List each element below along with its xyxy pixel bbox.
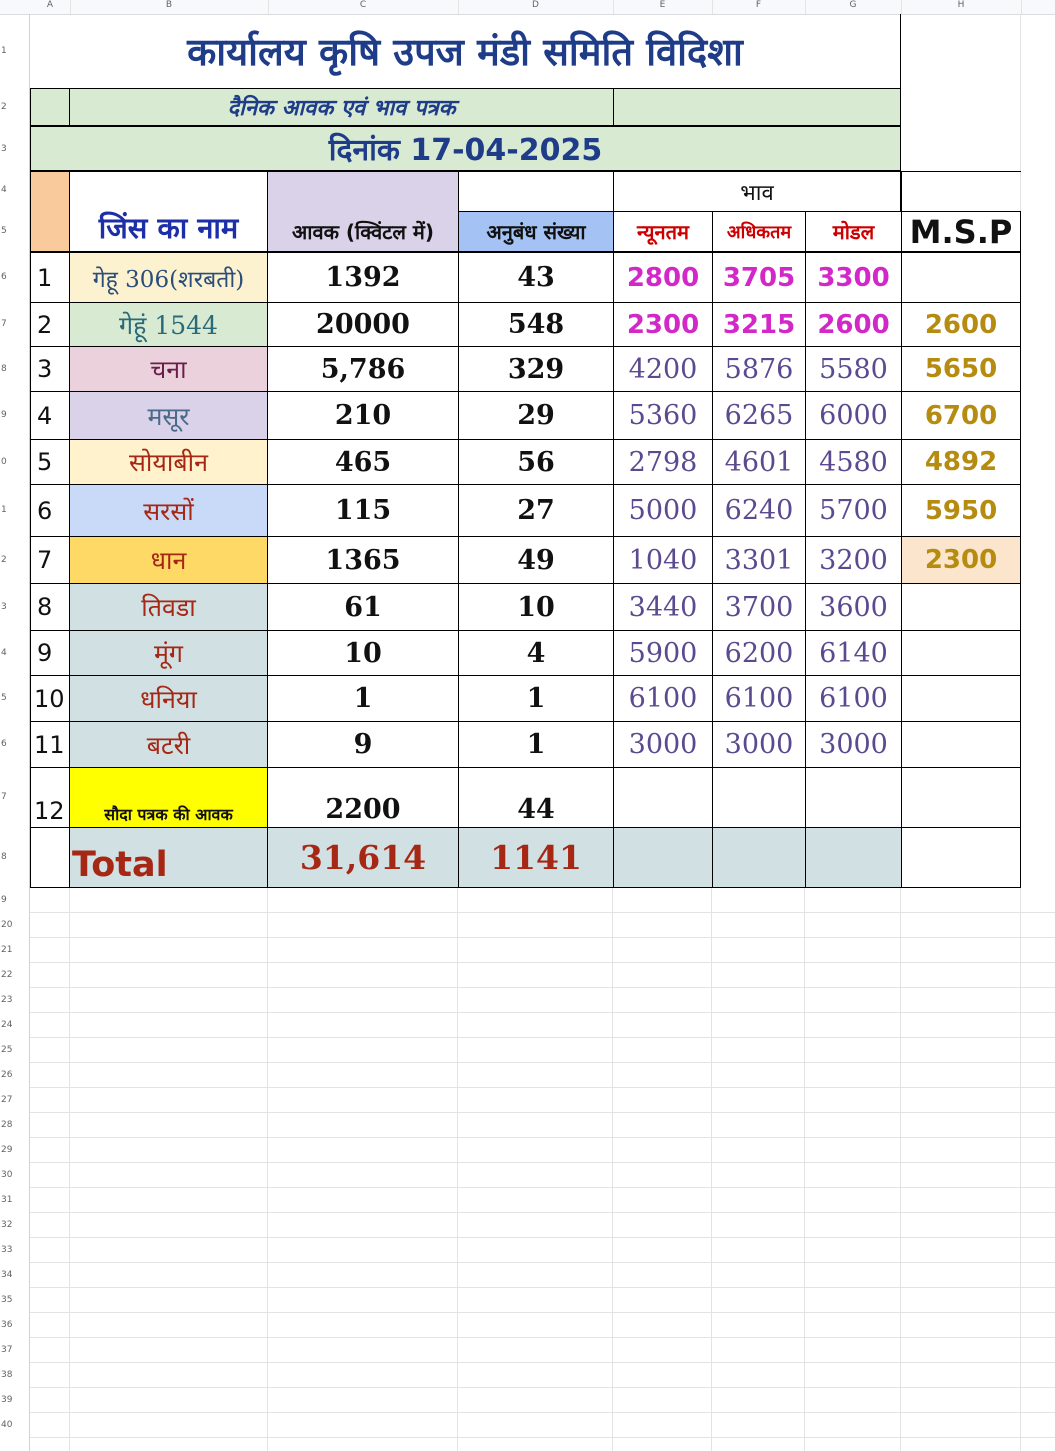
- crop-name: चना: [150, 355, 187, 384]
- contracts-cell[interactable]: 44: [458, 767, 614, 828]
- header-arrival: आवक (क्विंटल में): [292, 220, 434, 244]
- total-contracts-cell[interactable]: [458, 827, 614, 888]
- crop-name-cell[interactable]: [69, 484, 268, 537]
- column-header-d[interactable]: D: [458, 0, 614, 14]
- row-number[interactable]: 7: [1, 319, 7, 329]
- total-arrival: 31,614: [299, 838, 427, 877]
- column-header-g[interactable]: G: [805, 0, 902, 14]
- modal-price-cell[interactable]: 5580: [805, 346, 902, 392]
- max-price-cell[interactable]: [712, 767, 806, 828]
- sheet-title-cell[interactable]: [30, 14, 901, 88]
- arrival-cell[interactable]: 1392: [267, 252, 459, 303]
- min-price-cell[interactable]: 5360: [613, 391, 713, 440]
- row-number[interactable]: 9: [1, 894, 7, 905]
- row-number[interactable]: 6: [1, 272, 7, 282]
- arrival-cell[interactable]: 20000: [267, 302, 459, 347]
- row-number[interactable]: 21: [1, 944, 13, 955]
- msp-cell[interactable]: [901, 767, 1021, 828]
- header-arrival-cell[interactable]: [267, 171, 459, 252]
- crop-name: गेहू 306(शरबती): [92, 266, 245, 293]
- min-price-cell[interactable]: [613, 767, 713, 828]
- msp-cell[interactable]: 4892: [901, 439, 1021, 485]
- row-number[interactable]: 5: [1, 225, 7, 236]
- row-number[interactable]: 5: [1, 693, 7, 703]
- row-number[interactable]: 9: [1, 410, 7, 420]
- row-number[interactable]: 20: [1, 919, 13, 930]
- row-number[interactable]: 29: [1, 1144, 13, 1155]
- min-price-cell[interactable]: 3440: [613, 583, 713, 631]
- header-contracts: अनुबंध संख्या: [486, 220, 586, 244]
- header-modal: मोडल: [832, 220, 875, 244]
- max-price-cell[interactable]: 4601: [712, 439, 806, 485]
- min-price-cell[interactable]: 2300: [613, 302, 713, 347]
- modal-price-cell[interactable]: 5700: [805, 484, 902, 537]
- column-header-bar: [0, 0, 1055, 15]
- modal-price-cell[interactable]: [805, 767, 902, 828]
- row-number[interactable]: 1: [1, 46, 7, 56]
- msp-cell[interactable]: [901, 252, 1021, 303]
- row-number[interactable]: 22: [1, 969, 13, 980]
- row-index[interactable]: 5: [30, 439, 70, 485]
- max-price-cell[interactable]: 6100: [712, 675, 806, 722]
- row-number[interactable]: 1: [1, 505, 7, 515]
- crop-name-cell[interactable]: [69, 439, 268, 485]
- header-max: अधिकतम: [726, 221, 792, 243]
- min-price-cell[interactable]: 1040: [613, 536, 713, 584]
- total-contracts: 1141: [490, 838, 582, 877]
- crop-name: सौदा पत्रक की आवक: [104, 805, 233, 824]
- arrival-cell[interactable]: 210: [267, 391, 459, 440]
- row-index[interactable]: 6: [30, 484, 70, 537]
- modal-price-cell[interactable]: 2600: [805, 302, 902, 347]
- crop-name: धान: [150, 546, 187, 575]
- row-number[interactable]: 4: [1, 185, 7, 195]
- msp-cell[interactable]: [901, 675, 1021, 722]
- crop-name-cell[interactable]: [69, 391, 268, 440]
- min-price-cell[interactable]: 4200: [613, 346, 713, 392]
- max-price-cell[interactable]: 5876: [712, 346, 806, 392]
- total-max-cell[interactable]: [712, 827, 806, 888]
- msp-cell[interactable]: 2600: [901, 302, 1021, 347]
- row-number[interactable]: 40: [1, 1419, 13, 1430]
- row-index[interactable]: 9: [30, 630, 70, 676]
- row-index[interactable]: 7: [30, 536, 70, 584]
- row-number[interactable]: 28: [1, 1119, 13, 1130]
- row-number[interactable]: 23: [1, 994, 13, 1005]
- crop-name: सरसों: [143, 496, 194, 526]
- row-index[interactable]: 10: [30, 675, 70, 722]
- crop-name-cell[interactable]: [69, 675, 268, 722]
- crop-name: गेहूं 1544: [119, 310, 218, 340]
- min-price-cell[interactable]: 6100: [613, 675, 713, 722]
- subtitle-left-cell[interactable]: [30, 88, 70, 126]
- contracts-cell[interactable]: 29: [458, 391, 614, 440]
- crop-name-cell[interactable]: [69, 721, 268, 768]
- crop-name-cell[interactable]: [69, 767, 268, 828]
- arrival-cell[interactable]: 61: [267, 583, 459, 631]
- header-msp-cell[interactable]: [901, 211, 1021, 252]
- row-number[interactable]: 25: [1, 1044, 13, 1055]
- crop-name-cell[interactable]: [69, 302, 268, 347]
- msp-cell[interactable]: 6700: [901, 391, 1021, 440]
- row-number[interactable]: 0: [1, 456, 7, 467]
- sheet-title: कार्यालय कृषि उपज मंडी समिति विदिशा: [187, 30, 743, 74]
- crop-name-cell[interactable]: [69, 346, 268, 392]
- msp-cell[interactable]: 5650: [901, 346, 1021, 392]
- row-number[interactable]: 2: [1, 554, 7, 565]
- column-header-a[interactable]: A: [30, 0, 71, 14]
- row-number[interactable]: 31: [1, 1194, 13, 1205]
- header-a-cell[interactable]: [30, 171, 70, 252]
- arrival-cell[interactable]: 2200: [267, 767, 459, 828]
- subtitle-right-cell[interactable]: [613, 88, 901, 126]
- min-price-cell[interactable]: 3000: [613, 721, 713, 768]
- report-date: दिनांक 17-04-2025: [328, 133, 603, 168]
- msp-cell[interactable]: 2300: [901, 536, 1021, 584]
- total-arrival-cell[interactable]: [267, 827, 459, 888]
- max-price-cell[interactable]: 3705: [712, 252, 806, 303]
- total-label: Total: [72, 845, 168, 885]
- row-number[interactable]: 34: [1, 1269, 13, 1280]
- row-number[interactable]: 6: [1, 739, 7, 749]
- column-header-c[interactable]: C: [268, 0, 459, 14]
- row-number[interactable]: 35: [1, 1294, 13, 1305]
- row-number[interactable]: 8: [1, 363, 7, 374]
- column-header-e[interactable]: E: [613, 0, 713, 14]
- subtitle-cell[interactable]: [69, 88, 614, 126]
- row-number[interactable]: 2: [1, 102, 7, 112]
- msp-cell[interactable]: 5950: [901, 484, 1021, 537]
- crop-name-cell[interactable]: [69, 583, 268, 631]
- crop-name: मसूर: [147, 401, 190, 431]
- header-name-cell[interactable]: [69, 171, 268, 252]
- row-index[interactable]: 8: [30, 583, 70, 631]
- msp-cell[interactable]: [901, 721, 1021, 768]
- header-contracts-cell[interactable]: [458, 211, 614, 252]
- max-price-cell[interactable]: 6240: [712, 484, 806, 537]
- row-index[interactable]: 2: [30, 302, 70, 347]
- row-index[interactable]: 12: [30, 767, 70, 828]
- max-price-cell[interactable]: 3000: [712, 721, 806, 768]
- row-number[interactable]: 3: [1, 143, 7, 154]
- header-d-top-cell[interactable]: [458, 171, 614, 212]
- row-index[interactable]: 3: [30, 346, 70, 392]
- column-header-f[interactable]: F: [712, 0, 806, 14]
- arrival-cell[interactable]: 115: [267, 484, 459, 537]
- crop-name: सोयाबीन: [129, 448, 208, 477]
- modal-price-cell[interactable]: 6100: [805, 675, 902, 722]
- arrival-cell[interactable]: 9: [267, 721, 459, 768]
- crop-name-cell[interactable]: [69, 536, 268, 584]
- header-msp: M.S.P: [909, 212, 1013, 251]
- contracts-cell[interactable]: 329: [458, 346, 614, 392]
- crop-name-cell[interactable]: [69, 252, 268, 303]
- row-number[interactable]: 8: [1, 852, 7, 862]
- msp-cell[interactable]: [901, 583, 1021, 631]
- total-a-cell[interactable]: [30, 827, 70, 888]
- crop-name: बटरी: [146, 730, 191, 760]
- arrival-cell[interactable]: 10: [267, 630, 459, 676]
- min-price-cell[interactable]: 2800: [613, 252, 713, 303]
- row-number[interactable]: 30: [1, 1169, 13, 1180]
- total-label-cell[interactable]: [69, 827, 268, 888]
- arrival-cell[interactable]: 465: [267, 439, 459, 485]
- arrival-cell[interactable]: 1365: [267, 536, 459, 584]
- max-price-cell[interactable]: 3301: [712, 536, 806, 584]
- sheet-subtitle: दैनिक आवक एवं भाव पत्रक: [227, 96, 456, 121]
- row-number[interactable]: 39: [1, 1394, 13, 1405]
- modal-price-cell[interactable]: 3200: [805, 536, 902, 584]
- row-number[interactable]: 3: [1, 601, 7, 612]
- msp-cell[interactable]: [901, 630, 1021, 676]
- crop-name: धनिया: [140, 684, 197, 714]
- row-number[interactable]: 36: [1, 1319, 13, 1330]
- header-bhav-cell[interactable]: [613, 171, 901, 212]
- row-number[interactable]: 38: [1, 1369, 13, 1380]
- modal-price-cell[interactable]: 3300: [805, 252, 902, 303]
- contracts-cell[interactable]: 1: [458, 721, 614, 768]
- arrival-cell[interactable]: 5,786: [267, 346, 459, 392]
- row-index[interactable]: 4: [30, 391, 70, 440]
- contracts-cell[interactable]: 10: [458, 583, 614, 631]
- row-index[interactable]: 11: [30, 721, 70, 768]
- header-min-cell[interactable]: [613, 211, 713, 252]
- contracts-cell[interactable]: 27: [458, 484, 614, 537]
- row-index[interactable]: 1: [30, 252, 70, 303]
- total-msp-cell[interactable]: [901, 827, 1021, 888]
- min-price-cell[interactable]: 2798: [613, 439, 713, 485]
- crop-name: तिवडा: [141, 593, 196, 622]
- row-number[interactable]: 24: [1, 1019, 13, 1030]
- contracts-cell[interactable]: 1: [458, 675, 614, 722]
- max-price-cell[interactable]: 3215: [712, 302, 806, 347]
- row-number[interactable]: 32: [1, 1219, 13, 1230]
- modal-price-cell[interactable]: 3000: [805, 721, 902, 768]
- header-h-top-cell[interactable]: [901, 171, 1021, 212]
- modal-price-cell[interactable]: 6000: [805, 391, 902, 440]
- row-number[interactable]: 37: [1, 1344, 13, 1355]
- header-bhav: भाव: [740, 180, 774, 206]
- arrival-cell[interactable]: 1: [267, 675, 459, 722]
- header-min: न्यूनतम: [637, 220, 689, 244]
- row-number[interactable]: 4: [1, 647, 7, 658]
- column-header-b[interactable]: B: [70, 0, 269, 14]
- contracts-cell[interactable]: 43: [458, 252, 614, 303]
- total-min-cell[interactable]: [613, 827, 713, 888]
- row-number[interactable]: 7: [1, 792, 7, 802]
- modal-price-cell[interactable]: 6140: [805, 630, 902, 676]
- row-number[interactable]: 27: [1, 1094, 13, 1105]
- min-price-cell[interactable]: 5000: [613, 484, 713, 537]
- contracts-cell[interactable]: 56: [458, 439, 614, 485]
- header-max-cell[interactable]: [712, 211, 806, 252]
- min-price-cell[interactable]: 5900: [613, 630, 713, 676]
- max-price-cell[interactable]: 3700: [712, 583, 806, 631]
- header-name: जिंस का नाम: [98, 211, 239, 245]
- column-header-h[interactable]: H: [901, 0, 1022, 14]
- header-modal-cell[interactable]: [805, 211, 902, 252]
- row-number[interactable]: 26: [1, 1069, 13, 1080]
- contracts-cell[interactable]: 4: [458, 630, 614, 676]
- crop-name-cell[interactable]: [69, 630, 268, 676]
- row-number[interactable]: 33: [1, 1244, 13, 1255]
- crop-name: मूंग: [153, 639, 184, 668]
- max-price-cell[interactable]: 6200: [712, 630, 806, 676]
- max-price-cell[interactable]: 6265: [712, 391, 806, 440]
- modal-price-cell[interactable]: 4580: [805, 439, 902, 485]
- modal-price-cell[interactable]: 3600: [805, 583, 902, 631]
- contracts-cell[interactable]: 548: [458, 302, 614, 347]
- contracts-cell[interactable]: 49: [458, 536, 614, 584]
- date-cell[interactable]: [30, 126, 901, 171]
- total-modal-cell[interactable]: [805, 827, 902, 888]
